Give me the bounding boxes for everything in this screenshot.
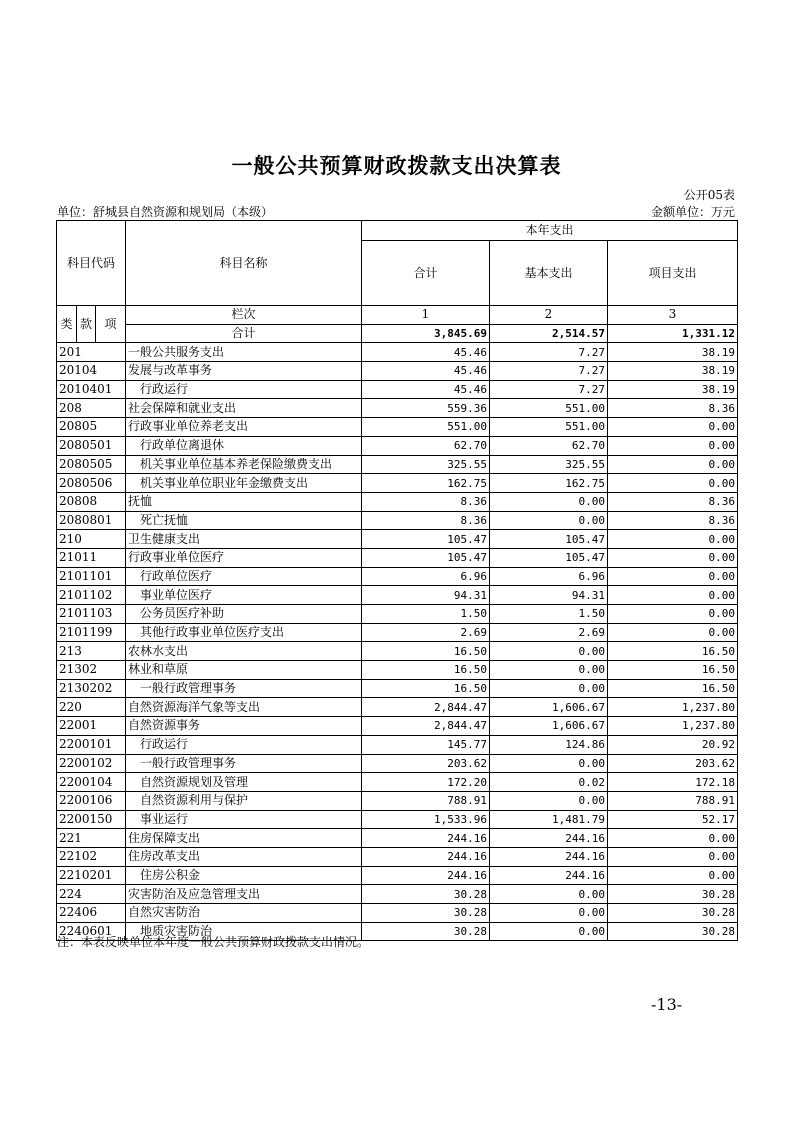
row-total: 559.36 (362, 399, 490, 418)
row-code: 2101103 (57, 605, 126, 624)
table-row (57, 866, 738, 885)
row-name: 公务员医疗补助 (126, 605, 362, 624)
row-code: 2200150 (57, 810, 126, 829)
table-row (57, 343, 738, 362)
row-basic: 0.00 (490, 904, 608, 923)
row-code: 20104 (57, 362, 126, 381)
table-row (57, 754, 738, 773)
table-row (57, 511, 738, 530)
row-basic: 162.75 (490, 474, 608, 493)
row-name: 自然灾害防治 (126, 904, 362, 923)
row-total: 16.50 (362, 679, 490, 698)
row-basic: 551.00 (490, 418, 608, 437)
amount-unit-label: 金额单位：万元 (650, 205, 735, 219)
basic-header: 基本支出 (490, 241, 608, 306)
row-name: 社会保障和就业支出 (126, 399, 362, 418)
row-name: 死亡抚恤 (126, 511, 362, 530)
row-name: 灾害防治及应急管理支出 (126, 885, 362, 904)
row-total: 325.55 (362, 455, 490, 474)
table-row (57, 380, 738, 399)
row-name: 住房改革支出 (126, 847, 362, 866)
row-code: 213 (57, 642, 126, 661)
table-row (57, 717, 738, 736)
row-name: 自然资源海洋气象等支出 (126, 698, 362, 717)
table-row (57, 548, 738, 567)
row-code: 2080801 (57, 511, 126, 530)
row-project: 0.00 (608, 418, 738, 437)
column-index-1: 1 (362, 306, 490, 325)
row-code: 2080506 (57, 474, 126, 493)
row-total: 244.16 (362, 829, 490, 848)
row-code: 2210201 (57, 866, 126, 885)
total-header: 合计 (362, 241, 490, 306)
table-row (57, 362, 738, 381)
row-name: 抚恤 (126, 492, 362, 511)
row-project: 8.36 (608, 492, 738, 511)
expenditure-table (56, 220, 738, 941)
row-basic: 0.00 (490, 661, 608, 680)
row-project: 0.00 (608, 866, 738, 885)
row-name: 事业单位医疗 (126, 586, 362, 605)
row-basic: 1,606.67 (490, 698, 608, 717)
column-index-3: 3 (608, 306, 738, 325)
row-total: 1.50 (362, 605, 490, 624)
table-row (57, 474, 738, 493)
row-project: 172.18 (608, 773, 738, 792)
row-project: 30.28 (608, 885, 738, 904)
row-basic: 105.47 (490, 548, 608, 567)
row-basic: 0.00 (490, 642, 608, 661)
row-code: 22406 (57, 904, 126, 923)
row-code: 2101199 (57, 623, 126, 642)
row-name: 机关事业单位职业年金缴费支出 (126, 474, 362, 493)
row-code: 2101102 (57, 586, 126, 605)
row-total: 788.91 (362, 791, 490, 810)
row-code: 2240601 (57, 922, 126, 941)
row-basic: 0.00 (490, 754, 608, 773)
row-name: 卫生健康支出 (126, 530, 362, 549)
column-index-label: 栏次 (126, 306, 362, 325)
row-project: 0.00 (608, 455, 738, 474)
row-name: 住房公积金 (126, 866, 362, 885)
row-name: 行政运行 (126, 380, 362, 399)
row-project: 0.00 (608, 586, 738, 605)
row-code: 2200101 (57, 735, 126, 754)
grand-total-value: 3,845.69 (362, 324, 490, 343)
xiang-header: 项 (96, 306, 126, 343)
row-total: 30.28 (362, 885, 490, 904)
row-project: 0.00 (608, 829, 738, 848)
kuan-header: 款 (77, 306, 96, 343)
row-total: 2,844.47 (362, 717, 490, 736)
row-basic: 2.69 (490, 623, 608, 642)
row-basic: 325.55 (490, 455, 608, 474)
row-name: 自然资源利用与保护 (126, 791, 362, 810)
row-total: 145.77 (362, 735, 490, 754)
row-name: 行政事业单位养老支出 (126, 418, 362, 437)
row-basic: 105.47 (490, 530, 608, 549)
row-code: 221 (57, 829, 126, 848)
row-basic: 1,606.67 (490, 717, 608, 736)
row-code: 21302 (57, 661, 126, 680)
row-project: 52.17 (608, 810, 738, 829)
column-index-2: 2 (490, 306, 608, 325)
row-project: 1,237.80 (608, 698, 738, 717)
row-project: 0.00 (608, 474, 738, 493)
table-row (57, 904, 738, 923)
row-total: 244.16 (362, 847, 490, 866)
row-total: 551.00 (362, 418, 490, 437)
row-name: 行政运行 (126, 735, 362, 754)
row-code: 208 (57, 399, 126, 418)
row-name: 林业和草原 (126, 661, 362, 680)
row-project: 0.00 (608, 605, 738, 624)
row-project: 0.00 (608, 567, 738, 586)
row-name: 住房保障支出 (126, 829, 362, 848)
row-basic: 0.00 (490, 922, 608, 941)
table-row (57, 810, 738, 829)
row-code: 2130202 (57, 679, 126, 698)
row-code: 2010401 (57, 380, 126, 399)
current-year-header: 本年支出 (362, 221, 738, 241)
row-project: 38.19 (608, 380, 738, 399)
row-basic: 0.00 (490, 492, 608, 511)
row-code: 220 (57, 698, 126, 717)
row-name: 自然资源事务 (126, 717, 362, 736)
table-row (57, 623, 738, 642)
row-project: 0.00 (608, 436, 738, 455)
row-project: 203.62 (608, 754, 738, 773)
row-name: 一般行政管理事务 (126, 754, 362, 773)
subject-name-header: 科目名称 (126, 221, 362, 306)
row-total: 6.96 (362, 567, 490, 586)
row-total: 30.28 (362, 922, 490, 941)
row-code: 20808 (57, 492, 126, 511)
grand-total-label: 合计 (126, 324, 362, 343)
table-row (57, 679, 738, 698)
row-project: 16.50 (608, 642, 738, 661)
row-project: 0.00 (608, 548, 738, 567)
row-project: 0.00 (608, 623, 738, 642)
row-total: 1,533.96 (362, 810, 490, 829)
row-name: 自然资源规划及管理 (126, 773, 362, 792)
row-name: 行政事业单位医疗 (126, 548, 362, 567)
row-code: 22001 (57, 717, 126, 736)
row-basic: 1.50 (490, 605, 608, 624)
unit-label: 单位：舒城县自然资源和规划局（本级） (57, 205, 274, 219)
row-total: 2,844.47 (362, 698, 490, 717)
row-basic: 551.00 (490, 399, 608, 418)
row-total: 45.46 (362, 343, 490, 362)
row-project: 38.19 (608, 343, 738, 362)
row-total: 8.36 (362, 511, 490, 530)
row-project: 16.50 (608, 661, 738, 680)
row-total: 203.62 (362, 754, 490, 773)
row-basic: 124.86 (490, 735, 608, 754)
table-row (57, 791, 738, 810)
table-row (57, 455, 738, 474)
row-basic: 244.16 (490, 866, 608, 885)
row-basic: 0.02 (490, 773, 608, 792)
row-name: 事业运行 (126, 810, 362, 829)
grand-basic-value: 2,514.57 (490, 324, 608, 343)
row-project: 8.36 (608, 399, 738, 418)
row-name: 机关事业单位基本养老保险缴费支出 (126, 455, 362, 474)
table-row (57, 418, 738, 437)
row-code: 2200102 (57, 754, 126, 773)
table-row (57, 436, 738, 455)
page-number: -13- (651, 995, 683, 1014)
row-name: 行政单位离退休 (126, 436, 362, 455)
row-project: 38.19 (608, 362, 738, 381)
row-total: 16.50 (362, 661, 490, 680)
row-basic: 7.27 (490, 343, 608, 362)
row-total: 94.31 (362, 586, 490, 605)
row-basic: 62.70 (490, 436, 608, 455)
row-total: 105.47 (362, 548, 490, 567)
row-basic: 6.96 (490, 567, 608, 586)
row-code: 210 (57, 530, 126, 549)
row-code: 224 (57, 885, 126, 904)
project-header: 项目支出 (608, 241, 738, 306)
row-project: 0.00 (608, 530, 738, 549)
subject-code-header: 科目代码 (57, 221, 126, 306)
row-basic: 244.16 (490, 829, 608, 848)
row-total: 30.28 (362, 904, 490, 923)
table-row (57, 847, 738, 866)
row-project: 8.36 (608, 511, 738, 530)
row-name: 其他行政事业单位医疗支出 (126, 623, 362, 642)
row-project: 20.92 (608, 735, 738, 754)
row-code: 2200104 (57, 773, 126, 792)
row-code: 21011 (57, 548, 126, 567)
table-row (57, 661, 738, 680)
row-code: 20805 (57, 418, 126, 437)
row-code: 2101101 (57, 567, 126, 586)
row-basic: 0.00 (490, 679, 608, 698)
row-basic: 0.00 (490, 511, 608, 530)
row-project: 1,237.80 (608, 717, 738, 736)
table-row (57, 735, 738, 754)
row-name: 地质灾害防治 (126, 922, 362, 941)
row-basic: 0.00 (490, 885, 608, 904)
row-total: 16.50 (362, 642, 490, 661)
row-name: 农林水支出 (126, 642, 362, 661)
form-number: 公开05表 (683, 188, 735, 202)
table-row (57, 492, 738, 511)
table-row (57, 586, 738, 605)
table-row (57, 567, 738, 586)
table-row (57, 698, 738, 717)
table-row (57, 399, 738, 418)
row-project: 30.28 (608, 922, 738, 941)
row-code: 201 (57, 343, 126, 362)
row-project: 16.50 (608, 679, 738, 698)
page-title: 一般公共预算财政拨款支出决算表 (231, 153, 562, 178)
row-code: 22102 (57, 847, 126, 866)
table-row (57, 829, 738, 848)
row-basic: 1,481.79 (490, 810, 608, 829)
lei-header: 类 (57, 306, 77, 343)
row-basic: 7.27 (490, 362, 608, 381)
row-basic: 7.27 (490, 380, 608, 399)
row-code: 2080505 (57, 455, 126, 474)
table-row (57, 642, 738, 661)
row-name: 发展与改革事务 (126, 362, 362, 381)
row-name: 一般公共服务支出 (126, 343, 362, 362)
row-total: 2.69 (362, 623, 490, 642)
row-total: 45.46 (362, 380, 490, 399)
row-basic: 94.31 (490, 586, 608, 605)
row-total: 62.70 (362, 436, 490, 455)
row-total: 105.47 (362, 530, 490, 549)
row-project: 30.28 (608, 904, 738, 923)
row-project: 788.91 (608, 791, 738, 810)
row-code: 2080501 (57, 436, 126, 455)
row-name: 行政单位医疗 (126, 567, 362, 586)
row-basic: 0.00 (490, 791, 608, 810)
row-name: 一般行政管理事务 (126, 679, 362, 698)
row-project: 0.00 (608, 847, 738, 866)
row-code: 2200106 (57, 791, 126, 810)
row-total: 172.20 (362, 773, 490, 792)
row-total: 162.75 (362, 474, 490, 493)
grand-project-value: 1,331.12 (608, 324, 738, 343)
table-row (57, 885, 738, 904)
row-total: 45.46 (362, 362, 490, 381)
row-basic: 244.16 (490, 847, 608, 866)
table-row (57, 605, 738, 624)
table-row (57, 530, 738, 549)
table-row (57, 773, 738, 792)
footnote: 注：本表反映单位本年度一般公共预算财政拨款支出情况。 (57, 935, 370, 949)
row-total: 8.36 (362, 492, 490, 511)
row-total: 244.16 (362, 866, 490, 885)
